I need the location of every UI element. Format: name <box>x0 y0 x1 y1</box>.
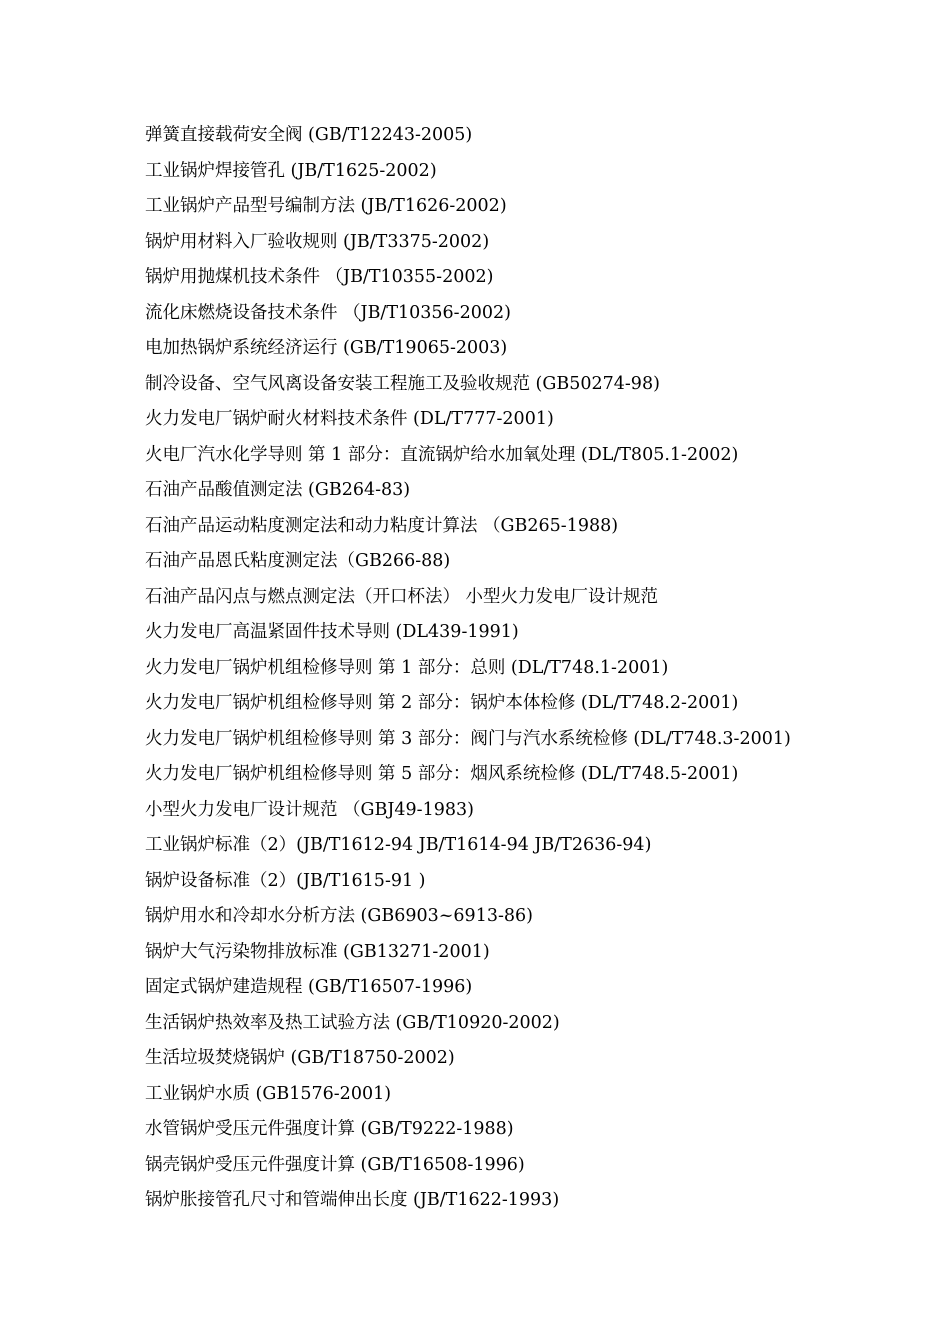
list-item: 锅炉用水和冷却水分析方法 (GB6903~6913-86) <box>145 906 533 926</box>
list-item: 石油产品酸值测定法 (GB264-83) <box>145 480 411 500</box>
list-item: 工业锅炉焊接管孔 (JB/T1625-2002) <box>145 160 437 181</box>
list-item: 电加热锅炉系统经济运行 (GB/T19065-2003) <box>145 338 508 358</box>
list-item: 锅壳锅炉受压元件强度计算 (GB/T16508-1996) <box>145 1154 525 1175</box>
list-item: 锅炉设备标准（2）(JB/T1615-91 ) <box>145 870 426 891</box>
list-item: 火力发电厂锅炉机组检修导则 第 3 部分：阀门与汽水系统检修 (DL/T748.3-2001) <box>145 728 791 749</box>
list-item: 水管锅炉受压元件强度计算 (GB/T9222-1988) <box>145 1119 514 1139</box>
list-item: 工业锅炉标准（2）(JB/T1612-94 JB/T1614-94 JB/T2636-94) <box>145 835 652 855</box>
list-item: 火力发电厂锅炉机组检修导则 第 1 部分：总则 (DL/T748.1-2001) <box>145 657 669 678</box>
list-item: 固定式锅炉建造规程 (GB/T16507-1996) <box>145 977 473 997</box>
list-item: 火力发电厂锅炉机组检修导则 第 5 部分：烟风系统检修 (DL/T748.5-2001) <box>145 764 739 784</box>
list-item: 小型火力发电厂设计规范 （GBJ49-1983) <box>145 799 474 820</box>
list-item: 锅炉用抛煤机技术条件 （JB/T10355-2002) <box>145 267 494 287</box>
list-item: 生活垃圾焚烧锅炉 (GB/T18750-2002) <box>145 1048 455 1068</box>
list-item: 流化床燃烧设备技术条件 （JB/T10356-2002) <box>145 302 511 323</box>
list-item: 制冷设备、空气风离设备安装工程施工及验收规范 (GB50274-98) <box>145 373 660 394</box>
list-item: 火力发电厂高温紧固件技术导则 (DL439-1991) <box>145 622 519 642</box>
list-item: 石油产品运动粘度测定法和动力粘度计算法 （GB265-1988) <box>145 515 619 536</box>
list-item: 石油产品闪点与燃点测定法（开口杯法） 小型火力发电厂设计规范 <box>145 586 659 607</box>
list-item: 石油产品恩氏粘度测定法（GB266-88) <box>145 551 451 571</box>
list-item: 锅炉大气污染物排放标准 (GB13271-2001) <box>145 941 490 962</box>
list-item: 工业锅炉水质 (GB1576-2001) <box>145 1083 392 1104</box>
list-item: 火力发电厂锅炉机组检修导则 第 2 部分：锅炉本体检修 (DL/T748.2-2001) <box>145 693 739 713</box>
list-item: 锅炉用材料入厂验收规则 (JB/T3375-2002) <box>145 231 490 252</box>
list-item: 火力发电厂锅炉耐火材料技术条件 (DL/T777-2001) <box>145 409 554 429</box>
list-item: 弹簧直接载荷安全阀 (GB/T12243-2005) <box>145 125 473 145</box>
list-item: 生活锅炉热效率及热工试验方法 (GB/T10920-2002) <box>145 1012 560 1033</box>
standards-list <box>145 118 925 1219</box>
list-item: 火电厂汽水化学导则 第 1 部分：直流锅炉给水加氧处理 (DL/T805.1-2002) <box>145 444 739 465</box>
list-item: 工业锅炉产品型号编制方法 (JB/T1626-2002) <box>145 196 507 216</box>
list-item: 锅炉胀接管孔尺寸和管端伸出长度 (JB/T1622-1993) <box>145 1190 560 1210</box>
